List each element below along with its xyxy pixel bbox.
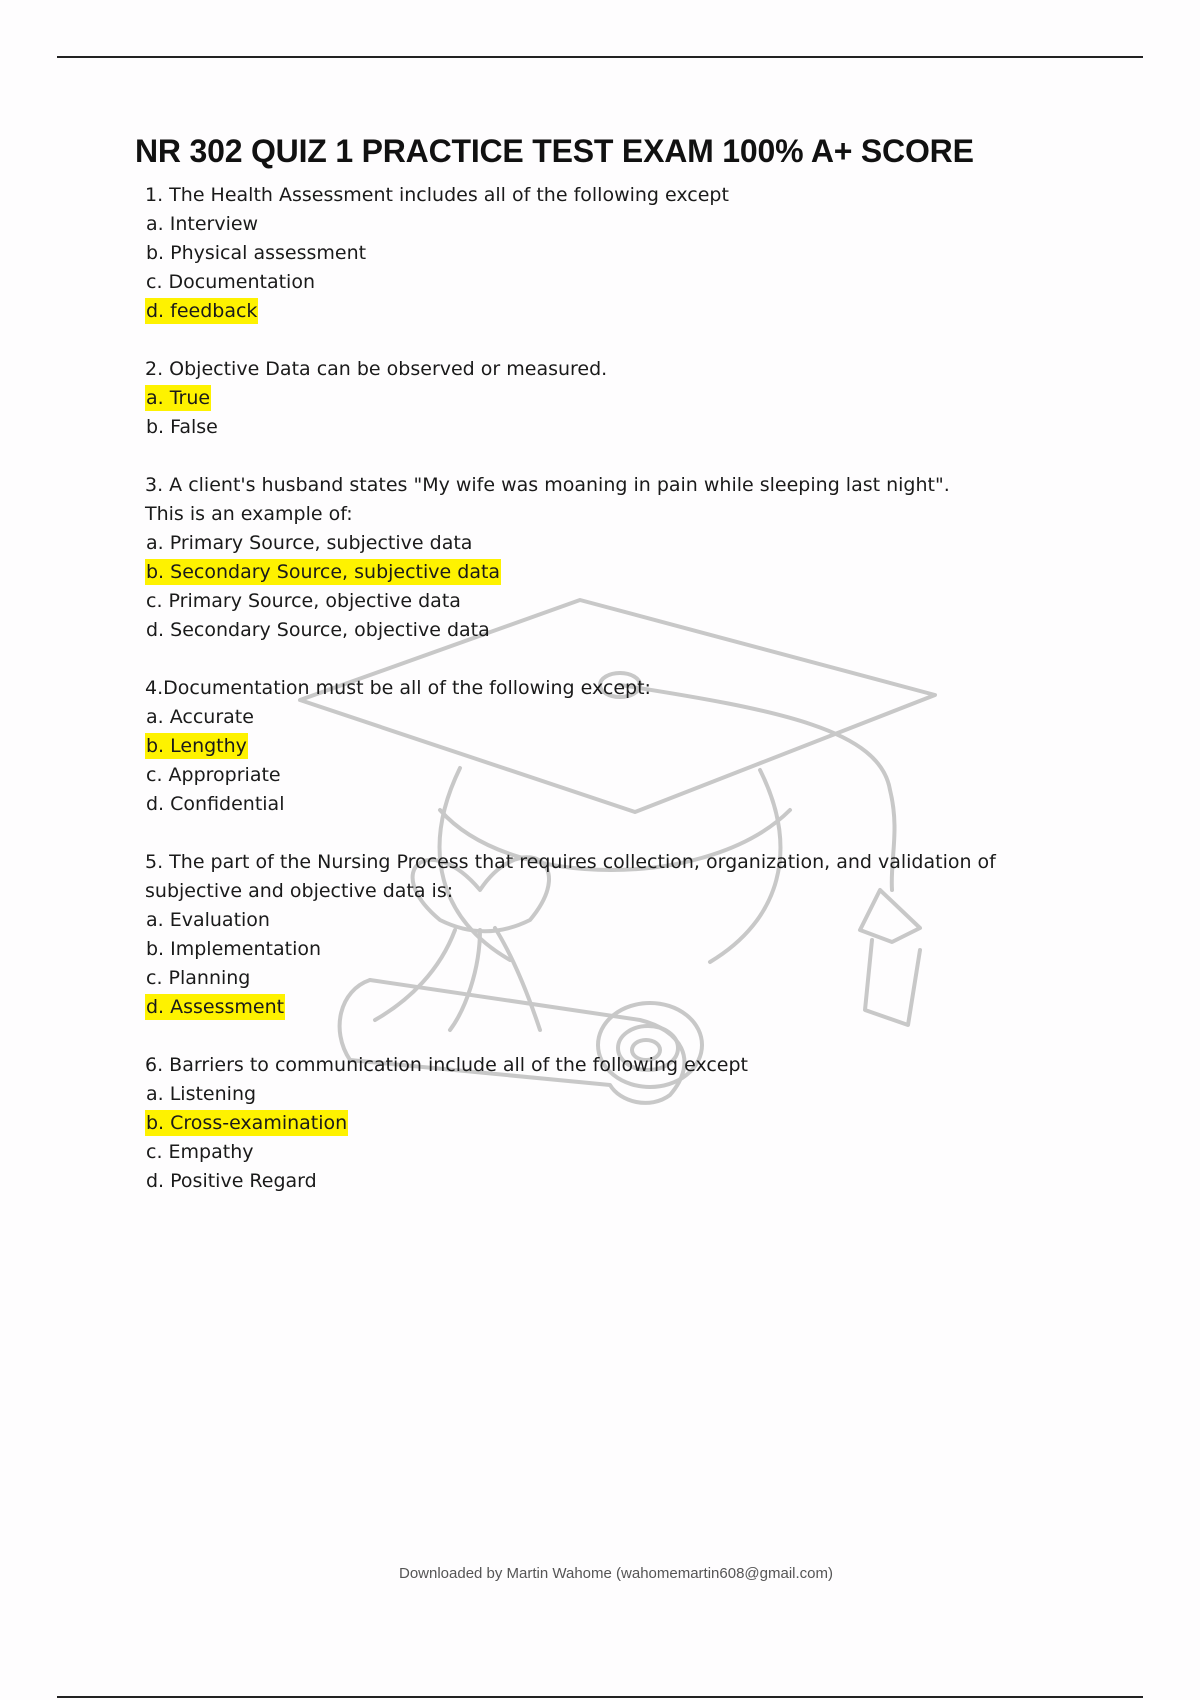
answer-option <box>145 239 1065 268</box>
answer-option-correct <box>145 384 1065 413</box>
answer-option-text: b. Lengthy <box>146 735 247 757</box>
answer-option <box>145 210 1065 239</box>
answer-option <box>145 1167 1065 1196</box>
answer-option-correct <box>145 732 1065 761</box>
question-block <box>145 181 1065 326</box>
answer-option <box>145 790 1065 819</box>
answer-option-text: d. Assessment <box>146 996 285 1018</box>
answer-option-text: a. Accurate <box>146 706 254 728</box>
download-footer: Downloaded by Martin Wahome (wahomemartin608@gmail.com) <box>398 1565 833 1582</box>
answer-option-text: a. Primary Source, subjective data <box>146 532 473 554</box>
question-stem: 2. Objective Data can be observed or measured. <box>145 358 608 380</box>
question-stem: 4.Documentation must be all of the following except: <box>145 677 651 699</box>
footer-rule <box>57 1696 1143 1698</box>
answer-option-text: b. Cross-examination <box>146 1112 348 1134</box>
question-list <box>145 181 1065 1225</box>
question-stem: 1. The Health Assessment includes all of the following except <box>145 184 729 206</box>
answer-option <box>145 413 1065 442</box>
answer-option <box>145 616 1065 645</box>
document-title: NR 302 QUIZ 1 PRACTICE TEST EXAM 100% A+ SCORE <box>135 133 974 169</box>
answer-option-text: c. Appropriate <box>146 764 281 786</box>
answer-option <box>145 964 1065 993</box>
answer-option-text: d. Secondary Source, objective data <box>146 619 490 641</box>
answer-option <box>145 587 1065 616</box>
answer-option-text: a. Interview <box>146 213 259 235</box>
answer-option-text: b. Implementation <box>146 938 322 960</box>
answer-option-text: d. Confidential <box>146 793 285 815</box>
answer-option-text: a. Listening <box>146 1083 257 1105</box>
answer-option-text: b. Secondary Source, subjective data <box>146 561 501 583</box>
question-block <box>145 471 1065 645</box>
answer-option-text: b. False <box>146 416 218 438</box>
answer-option <box>145 761 1065 790</box>
answer-option-text: d. Positive Regard <box>146 1170 317 1192</box>
answer-option-text: a. Evaluation <box>146 909 270 931</box>
question-block <box>145 848 1065 1022</box>
answer-option <box>145 1080 1065 1109</box>
answer-option <box>145 529 1065 558</box>
header-rule <box>57 56 1143 58</box>
answer-option-correct <box>145 993 1065 1022</box>
question-stem: 3. A client's husband states "My wife was moaning in pain while sleeping last night". <box>145 474 950 496</box>
question-stem: 6. Barriers to communication include all of the following except <box>145 1054 748 1076</box>
question-stem: subjective and objective data is: <box>145 880 454 902</box>
answer-option <box>145 268 1065 297</box>
answer-option <box>145 1138 1065 1167</box>
answer-option-text: b. Physical assessment <box>146 242 367 264</box>
answer-option-text: d. feedback <box>146 300 258 322</box>
answer-option <box>145 703 1065 732</box>
question-block <box>145 1051 1065 1196</box>
question-stem: 5. The part of the Nursing Process that requires collection, organization, and validation of <box>145 851 996 873</box>
question-block <box>145 355 1065 442</box>
answer-option-text: c. Primary Source, objective data <box>146 590 461 612</box>
answer-option-text: c. Documentation <box>146 271 315 293</box>
answer-option <box>145 906 1065 935</box>
answer-option-text: a. True <box>146 387 211 409</box>
question-block <box>145 674 1065 819</box>
answer-option-correct <box>145 1109 1065 1138</box>
answer-option <box>145 935 1065 964</box>
answer-option-correct <box>145 558 1065 587</box>
answer-option-correct <box>145 297 1065 326</box>
answer-option-text: c. Planning <box>146 967 251 989</box>
answer-option-text: c. Empathy <box>146 1141 254 1163</box>
question-stem: This is an example of: <box>145 503 353 525</box>
